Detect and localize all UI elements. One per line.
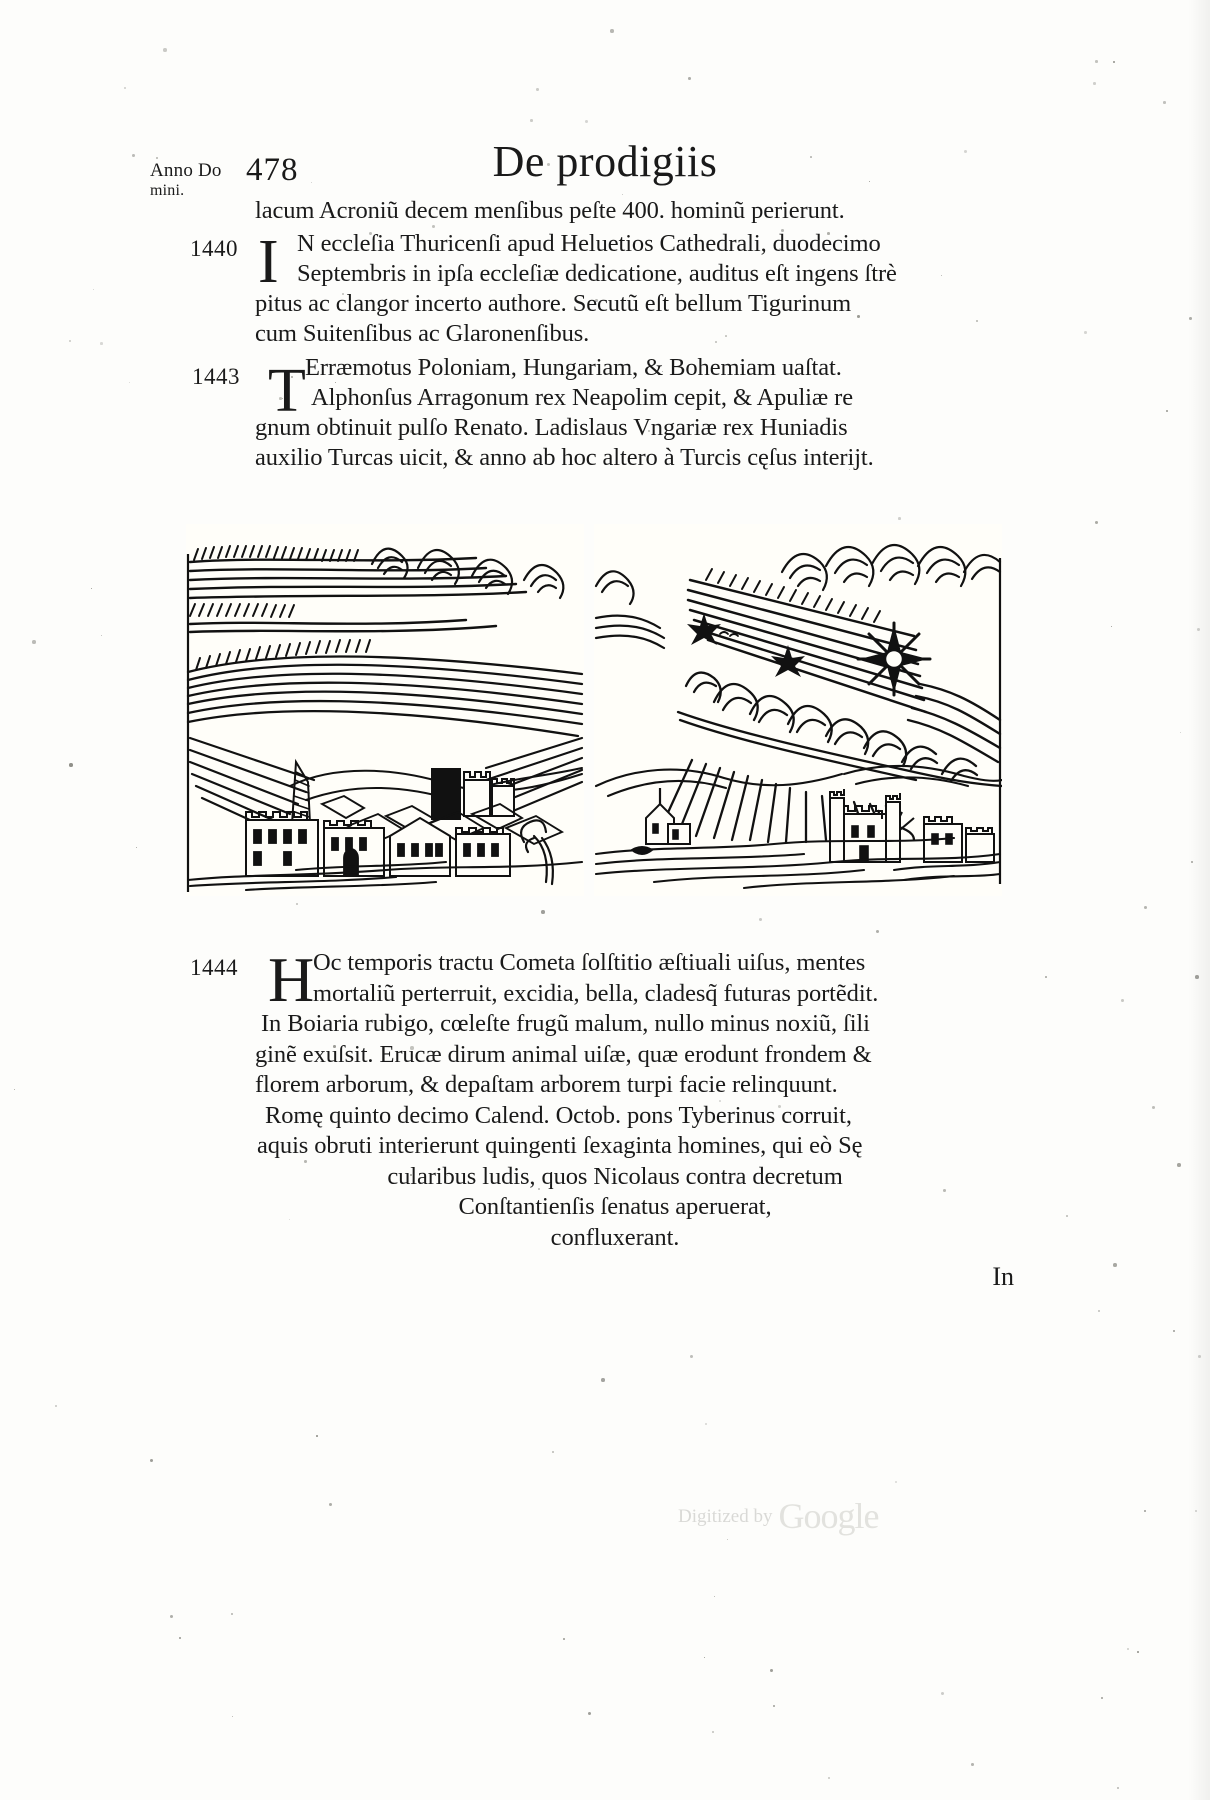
dropcap-i: I xyxy=(258,228,279,296)
year-label-1443: 1443 xyxy=(192,364,240,389)
entry-1444-centered-line-1: Conſtantienſis ſenatus aperuerat, xyxy=(458,1193,772,1220)
digitized-watermark xyxy=(678,1495,878,1537)
entry-1444-line-4: ginẽ exuſsit. Erucæ dirum animal uiſæ, quæ erodunt frondem & xyxy=(255,1040,872,1068)
entry-1444-line-3: In Boiaria rubigo, cœleſte frugũ malum, nullo minus noxiũ, ſili xyxy=(261,1010,870,1037)
dropcap-h: H xyxy=(268,944,315,1015)
woodcut-pair xyxy=(186,524,1002,896)
entry-1444-line-1: Oc temporis tractu Cometa ſolſtitio æſtiuali uiſus, mentes xyxy=(313,949,866,976)
year-label-1440: 1440 xyxy=(190,236,238,261)
storm-over-town-woodcut xyxy=(186,524,584,896)
entry-1440-line-3: pitus ac clangor incerto authore. Secutũ eſt bellum Tigurinum xyxy=(255,290,852,317)
entry-1440-line-4: cum Suitenſibus ac Glaronenſibus. xyxy=(255,320,590,347)
entry-1443-line-2: Alphonſus Arragonum rex Neapolim cepit, & Apuliæ re xyxy=(311,384,853,411)
upper-text-block xyxy=(255,196,955,473)
entry-1440-line-1: N eccleſia Thuricenſi apud Heluetios Cathedrali, duodecimo xyxy=(297,230,881,257)
lower-text-block xyxy=(255,944,975,1253)
watermark-prefix: Digitized by xyxy=(678,1506,773,1527)
year-label-1444: 1444 xyxy=(190,955,238,980)
dropcap-t: T xyxy=(268,357,306,425)
entry-1443-line-4: auxilio Turcas uicit, & anno ab hoc altero à Turcis cęſus interijt. xyxy=(255,444,874,471)
entry-1444-line-7: aquis obruti interierunt quingenti ſexaginta homines, qui eò Sę xyxy=(257,1132,863,1159)
folio-number: 478 xyxy=(246,152,299,188)
comet-over-landscape-woodcut xyxy=(594,524,1002,896)
entry-1443-line-3: gnum obtinuit pulſo Renato. Ladislaus Vngariæ rex Huniadis xyxy=(255,414,848,441)
marginalia-line-2: mini. xyxy=(150,181,185,199)
entry-1444-line-6: Romę quinto decimo Calend. Octob. pons Tyberinus corruit, xyxy=(265,1101,852,1129)
carryover-line: lacum Acroniũ decem menſibus peſte 400. hominũ perierunt. xyxy=(255,197,845,224)
entry-1444-line-5: florem arborum, & depaſtam arborem turpi facie relinquunt. xyxy=(255,1071,838,1098)
entry-1444-centered-line-2: confluxerant. xyxy=(550,1223,680,1251)
marginalia-line-1: Anno Do xyxy=(150,160,222,181)
running-title: De prodigiis xyxy=(492,137,718,186)
entry-1444-line-8: cularibus ludis, quos Nicolaus contra decretum xyxy=(387,1162,843,1190)
entry-1440-line-2: Septembris in ipſa eccleſiæ dedicatione, auditus eſt ingens ſtrè xyxy=(297,260,897,287)
entry-1444-line-2: mortaliũ perterruit, excidia, bella, cladesq̃ futuras portẽdit. xyxy=(313,979,879,1007)
entry-1443-line-1: Erræmotus Poloniam, Hungariam, & Bohemiam uaſtat. xyxy=(305,354,842,381)
comet-star-glyph xyxy=(858,623,930,695)
watermark-brand: Google xyxy=(778,1496,879,1536)
catchword: In xyxy=(992,1262,1014,1291)
